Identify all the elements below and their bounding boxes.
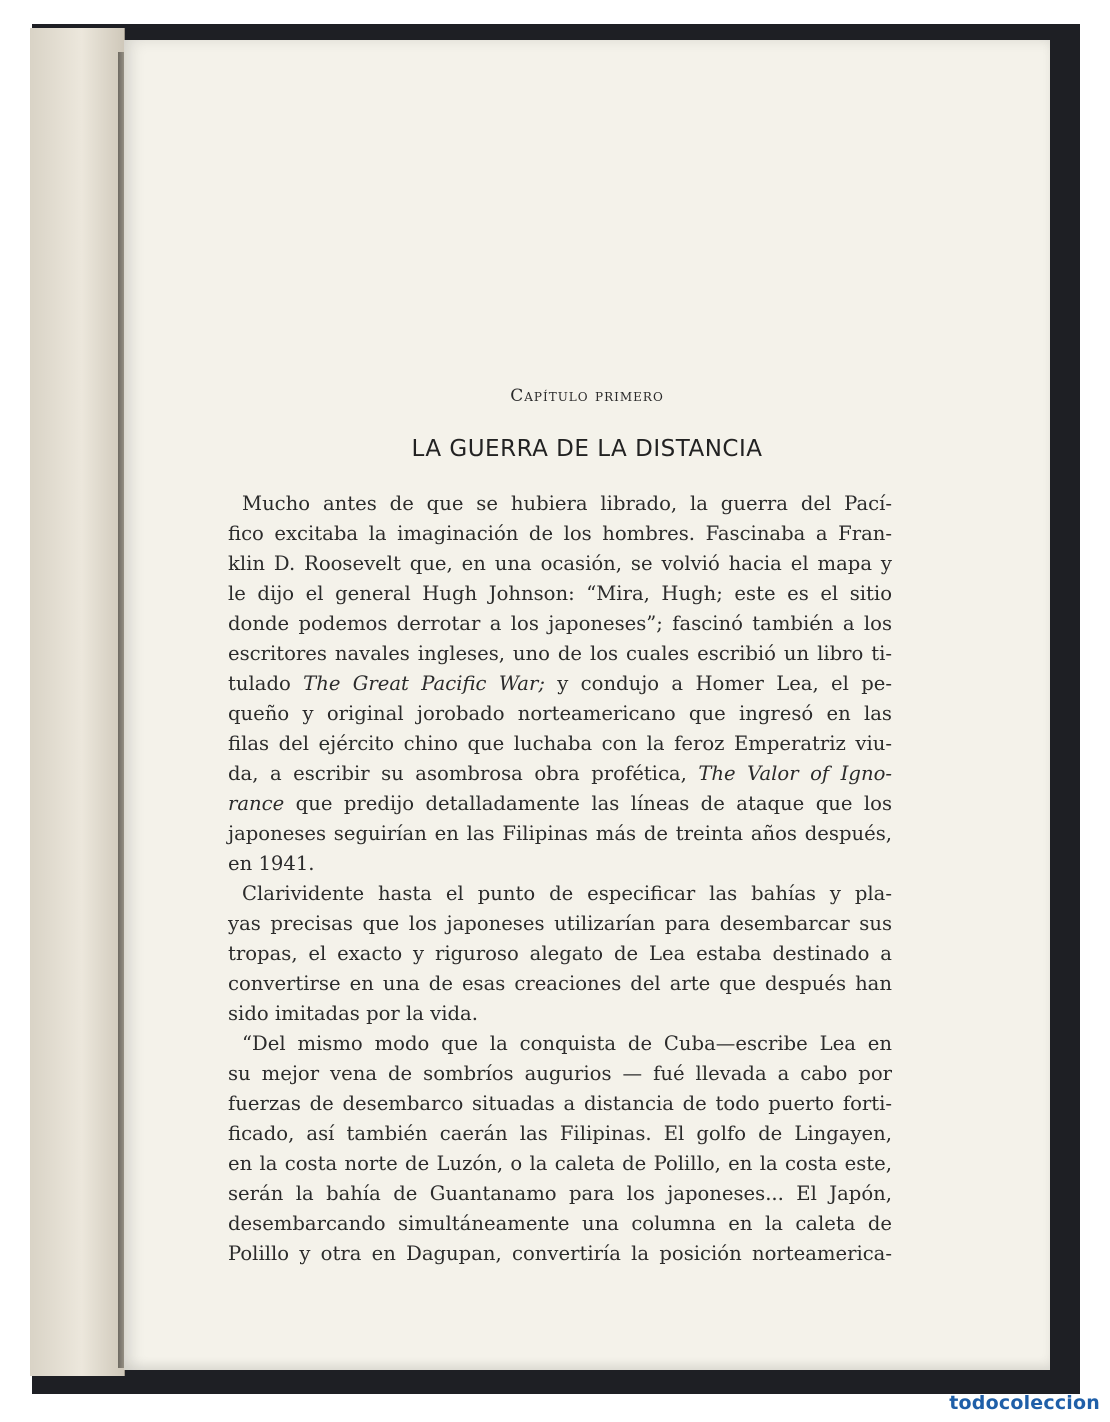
text-line: sido imitadas por la vida. (228, 1002, 478, 1025)
text-line: “Del mismo modo que la conquista de Cuba—escribe Lea en (242, 1032, 892, 1055)
left-page-edge (30, 28, 125, 1376)
text-line: tropas, el exacto y riguroso alegato de Lea estaba destinado a (228, 942, 892, 965)
text-line (228, 762, 892, 786)
chapter-title: LA GUERRA DE LA DISTANCIA (411, 436, 763, 462)
text-line: ficado, así también caerán las Filipinas. El golfo de Lingayen, (228, 1122, 892, 1145)
text-line: desembarcando simultáneamente una columna en la caleta de (228, 1212, 892, 1235)
text-line: Clarividente hasta el punto de especificar las bahías y pla- (242, 882, 892, 905)
text-line: en 1941. (228, 852, 315, 875)
text-line: Mucho antes de que se hubiera librado, la guerra del Pací- (242, 492, 892, 515)
text-line: serán la bahía de Guantanamo para los japoneses... El Japón, (228, 1182, 892, 1205)
chapter-label: Capítulo primero (510, 386, 664, 406)
text-line: escritores navales ingleses, uno de los cuales escribió un libro ti- (228, 642, 892, 665)
text-line: yas precisas que los japoneses utilizarían para desembarcar sus (228, 912, 892, 935)
text-line: fuerzas de desembarco situadas a distancia de todo puerto forti- (228, 1092, 892, 1115)
text-run: tulado (228, 672, 304, 695)
text-line: filas del ejército chino que luchaba con la feroz Emperatriz viu- (228, 732, 892, 755)
text-line: fico excitaba la imaginación de los hombres. Fascinaba a Fran- (228, 522, 892, 545)
text-line: japoneses seguirían en las Filipinas más de treinta años después, (228, 822, 892, 845)
italic-title: rance (228, 792, 285, 815)
text-line: donde podemos derrotar a los japoneses”; fascinó también a los (228, 612, 892, 635)
text-line (228, 672, 892, 696)
text-line: Polillo y otra en Dagupan, convertiría la posición norteamerica- (228, 1242, 892, 1265)
watermark: todocoleccion (949, 1392, 1100, 1414)
text-line: su mejor vena de sombríos augurios — fué llevada a cabo por (228, 1062, 892, 1085)
text-line: convertirse en una de esas creaciones del arte que después han (228, 972, 892, 995)
text-line: klin D. Roosevelt que, en una ocasión, se volvió hacia el mapa y (228, 552, 892, 575)
text-run: y condujo a Homer Lea, el pe- (544, 672, 892, 695)
text-line: le dijo el general Hugh Johnson: “Mira, Hugh; este es el sitio (228, 582, 892, 605)
italic-title: The Valor of Igno- (698, 762, 892, 785)
text-run: que predijo detalladamente las líneas de ataque que los (284, 792, 892, 815)
text-line (228, 792, 892, 816)
book-page (124, 40, 1050, 1370)
italic-title: The Great Pacific War; (303, 672, 545, 695)
text-run: da, a escribir su asombrosa obra profética, (228, 762, 699, 785)
text-line: queño y original jorobado norteamericano que ingresó en las (228, 702, 892, 725)
text-line: en la costa norte de Luzón, o la caleta de Polillo, en la costa este, (228, 1152, 892, 1175)
